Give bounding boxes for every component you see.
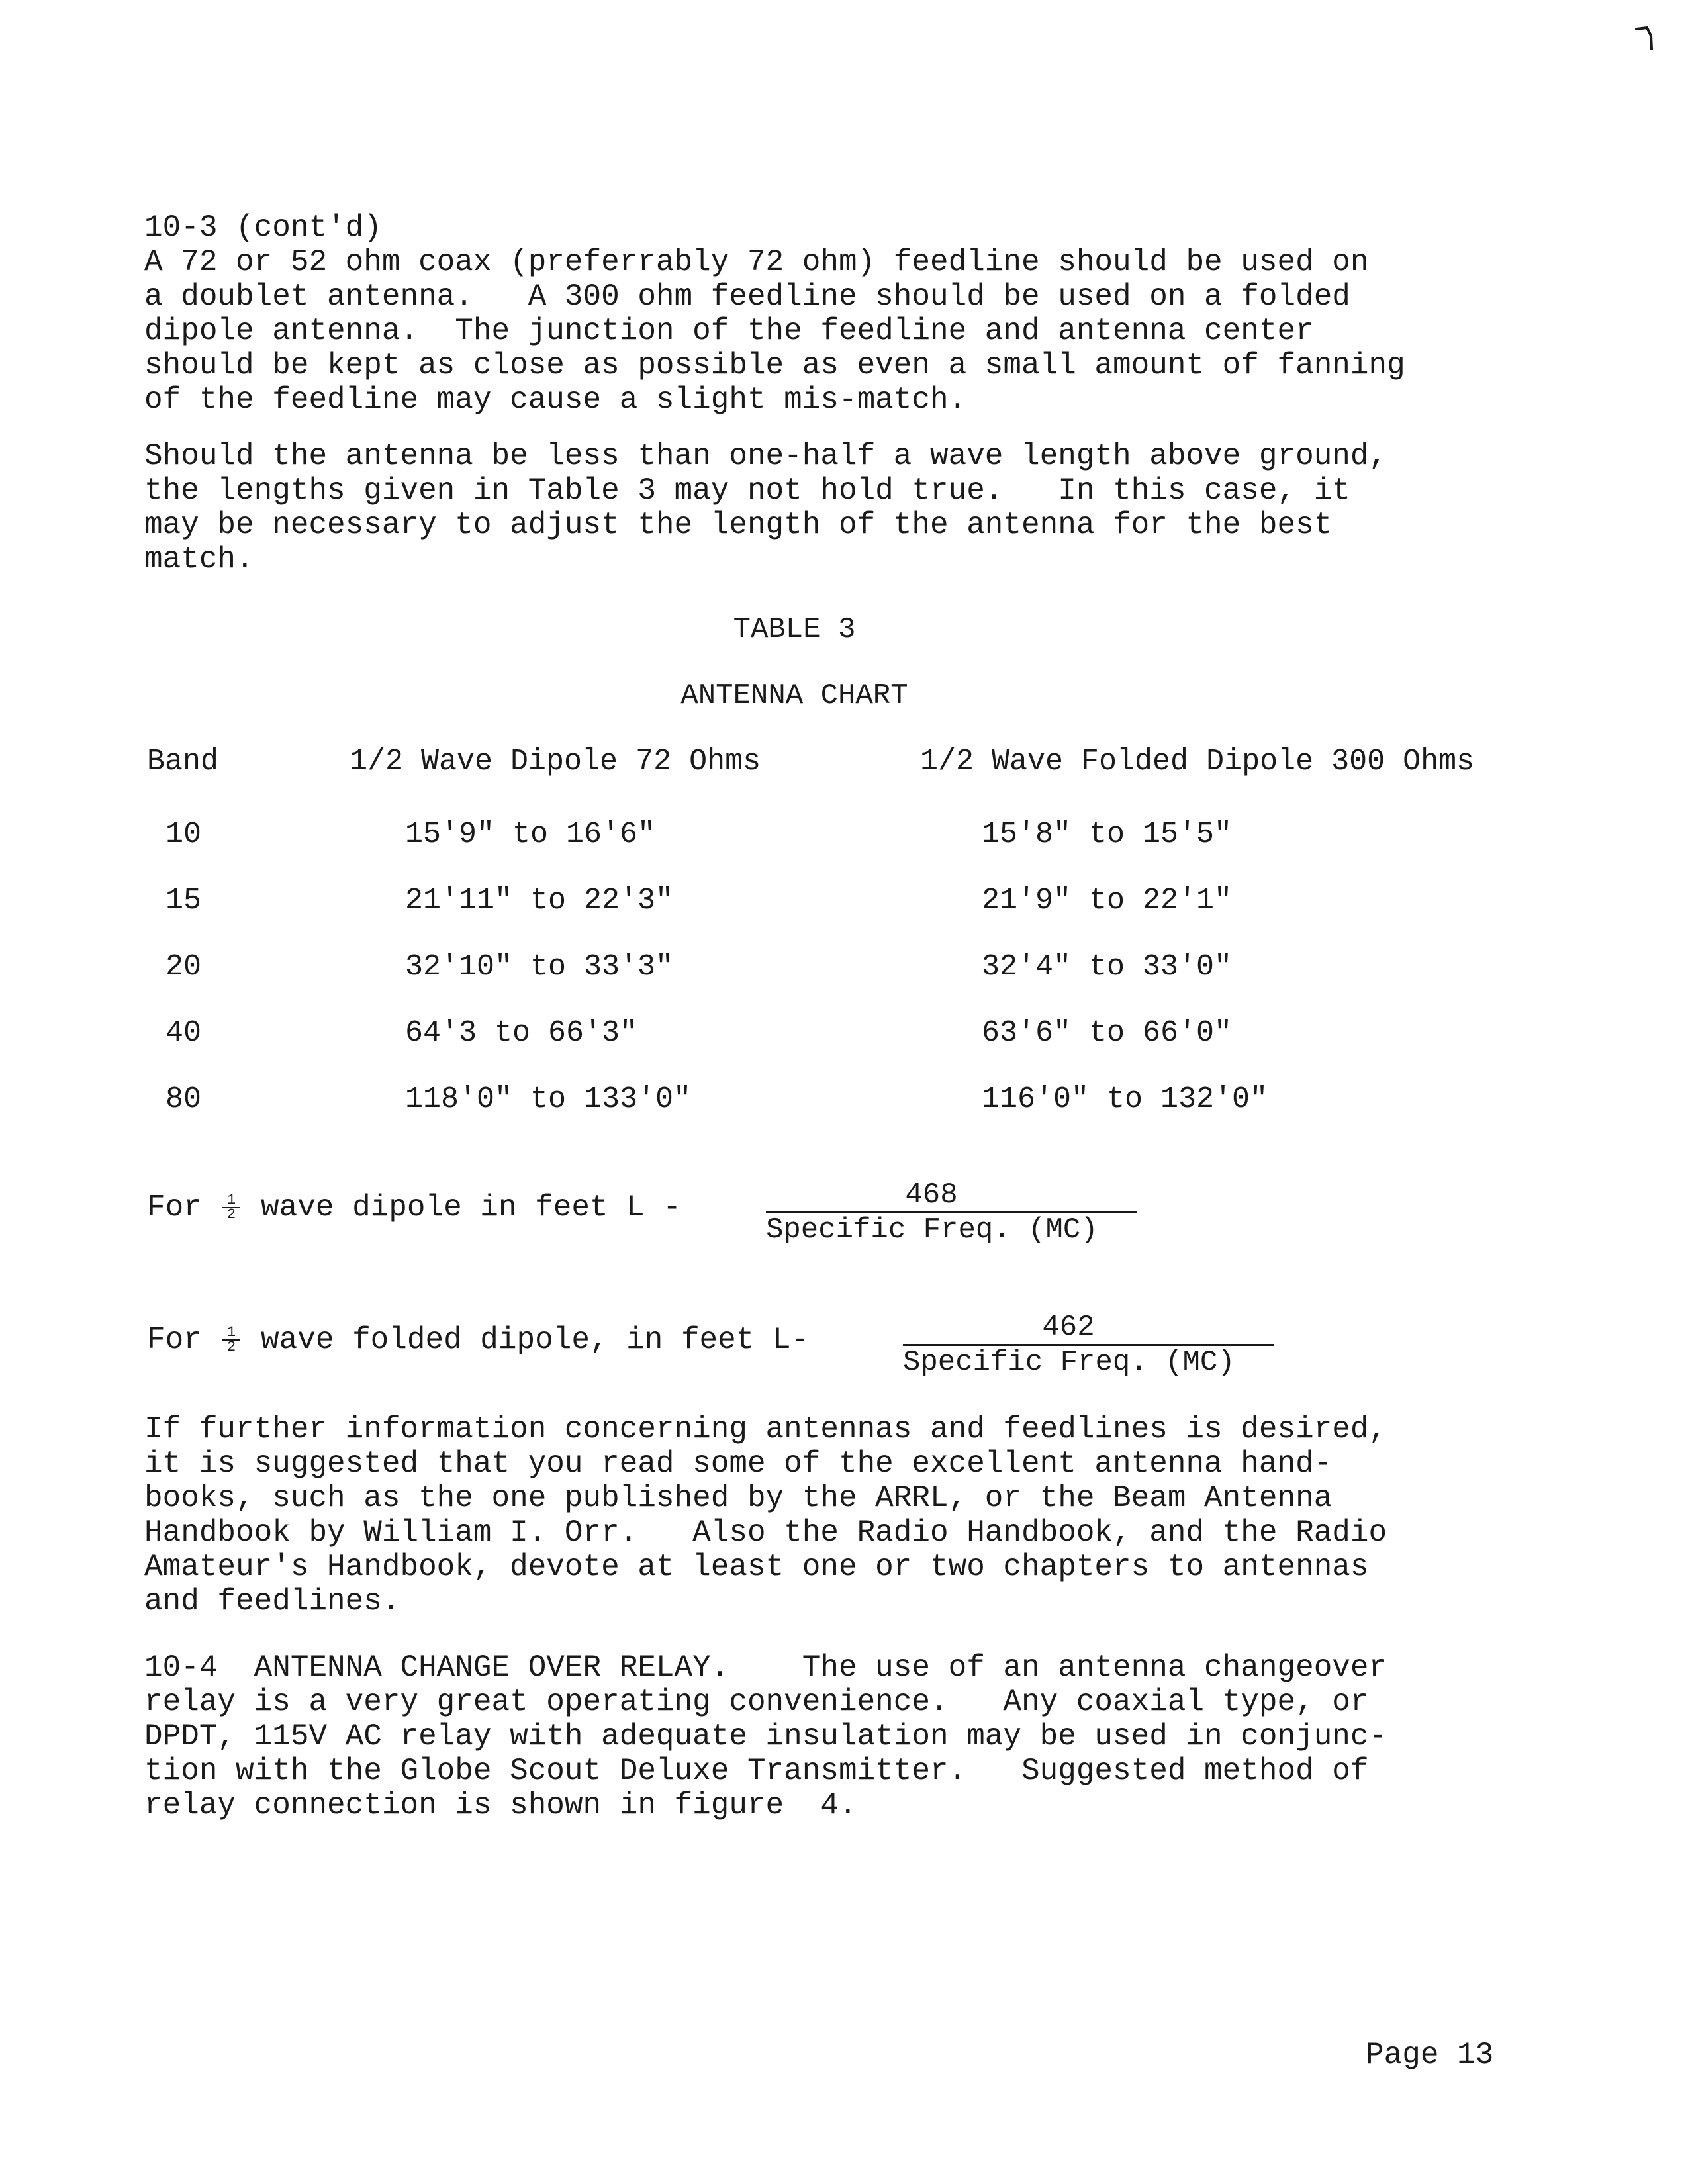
text-line: If further information concerning antennas and feedlines is desired, [144,1412,1387,1447]
table-row [0,1081,1688,1118]
text-line: tion with the Globe Scout Deluxe Transmitter. Suggested method of [144,1754,1369,1788]
text-line: and feedlines. [144,1584,400,1619]
text-line: the lengths given in Table 3 may not hold true. In this case, it [144,473,1350,508]
column-header-dipole: 1/2 Wave Dipole 72 Ohms [350,745,761,779]
folded-length-cell: 63'6" to 66'0" [982,1016,1233,1050]
folded-length-cell: 116'0" to 132'0" [982,1082,1268,1116]
text-line: A 72 or 52 ohm coax (preferrably 72 ohm) feedline should be used on [144,245,1369,279]
table-row [0,882,1688,920]
text-line: it is suggested that you read some of the excellent antenna hand- [144,1447,1333,1481]
text-line: Should the antenna be less than one-half a wave length above ground, [144,439,1387,473]
text-line: DPDT, 115V AC relay with adequate insulation may be used in conjunc- [144,1719,1387,1754]
text-line: should be kept as close as possible as even a small amount of fanning [144,348,1405,383]
formula-label [147,1190,681,1225]
page-number: Page 13 [1366,2038,1494,2072]
band-cell: 15 [165,884,202,918]
band-cell: 80 [165,1082,202,1116]
formula-ratio [903,1311,1274,1379]
text-line: a doublet antenna. A 300 ohm feedline should be used on a folded [144,279,1350,314]
text-line: may be necessary to adjust the length of the antenna for the best [144,508,1333,542]
text-line: Amateur's Handbook, devote at least one or two chapters to antennas [144,1550,1369,1584]
formula-suffix: wave dipole in feet L - [261,1190,681,1225]
section-heading: 10-3 (cont'd) [144,211,382,245]
dipole-length-cell: 15'9" to 16'6" [405,818,656,851]
formula-numerator: 468 [905,1178,958,1211]
dipole-length-cell: 64'3 to 66'3" [405,1016,638,1050]
formula-numerator: 462 [1042,1311,1095,1344]
folded-length-cell: 15'8" to 15'5" [982,818,1233,851]
dipole-length-formula [147,1178,1603,1264]
folded-length-cell: 32'4" to 33'0" [982,950,1233,984]
formula-ratio [766,1178,1137,1247]
folded-length-cell: 21'9" to 22'1" [982,884,1233,918]
feedline-paragraph [144,211,1568,417]
text-line: relay is a very great operating convenience. Any coaxial type, or [144,1685,1369,1719]
dipole-length-cell: 32'10" to 33'3" [405,950,674,984]
text-line: 10-4 ANTENNA CHANGE OVER RELAY. The use of an antenna changeover [144,1650,1387,1685]
antenna-height-paragraph [144,439,1568,577]
text-line: dipole antenna. The junction of the feedline and antenna center [144,314,1314,348]
dipole-length-cell: 21'11" to 22'3" [405,884,674,918]
text-line: books, such as the one published by the ARRL, or the Beam Antenna [144,1481,1333,1515]
table-title: TABLE 3 [733,613,856,646]
formula-denominator: Specific Freq. (MC) [766,1213,1098,1247]
formula-denominator: Specific Freq. (MC) [903,1346,1235,1379]
formula-prefix: For [147,1190,202,1225]
column-header-band: Band [147,745,219,779]
corner-mark-icon [1635,25,1654,52]
one-half-fraction: $\frac{1}{2}$ [222,1326,240,1354]
text-line: Handbook by William I. Orr. Also the Radio Handbook, and the Radio [144,1515,1387,1550]
text-line: of the feedline may cause a slight mis-match. [144,383,967,417]
text-line: match. [144,542,254,577]
further-information-paragraph [144,1412,1568,1619]
text-line: relay connection is shown in figure 4. [144,1788,857,1823]
formula-label [147,1323,809,1357]
column-header-folded-dipole: 1/2 Wave Folded Dipole 300 Ohms [920,745,1475,779]
band-cell: 40 [165,1016,202,1050]
one-half-fraction: $\frac{1}{2}$ [222,1194,240,1221]
dipole-length-cell: 118'0" to 133'0" [405,1082,692,1116]
band-cell: 10 [165,818,202,851]
formula-suffix: wave folded dipole, in feet L- [261,1323,810,1357]
table-row [0,816,1688,853]
table-subtitle: ANTENNA CHART [680,679,908,712]
antenna-relay-paragraph [144,1650,1568,1823]
table-row [0,1015,1688,1052]
table-row [0,949,1688,986]
band-cell: 20 [165,950,202,984]
folded-dipole-length-formula [147,1311,1603,1397]
formula-prefix: For [147,1323,202,1357]
